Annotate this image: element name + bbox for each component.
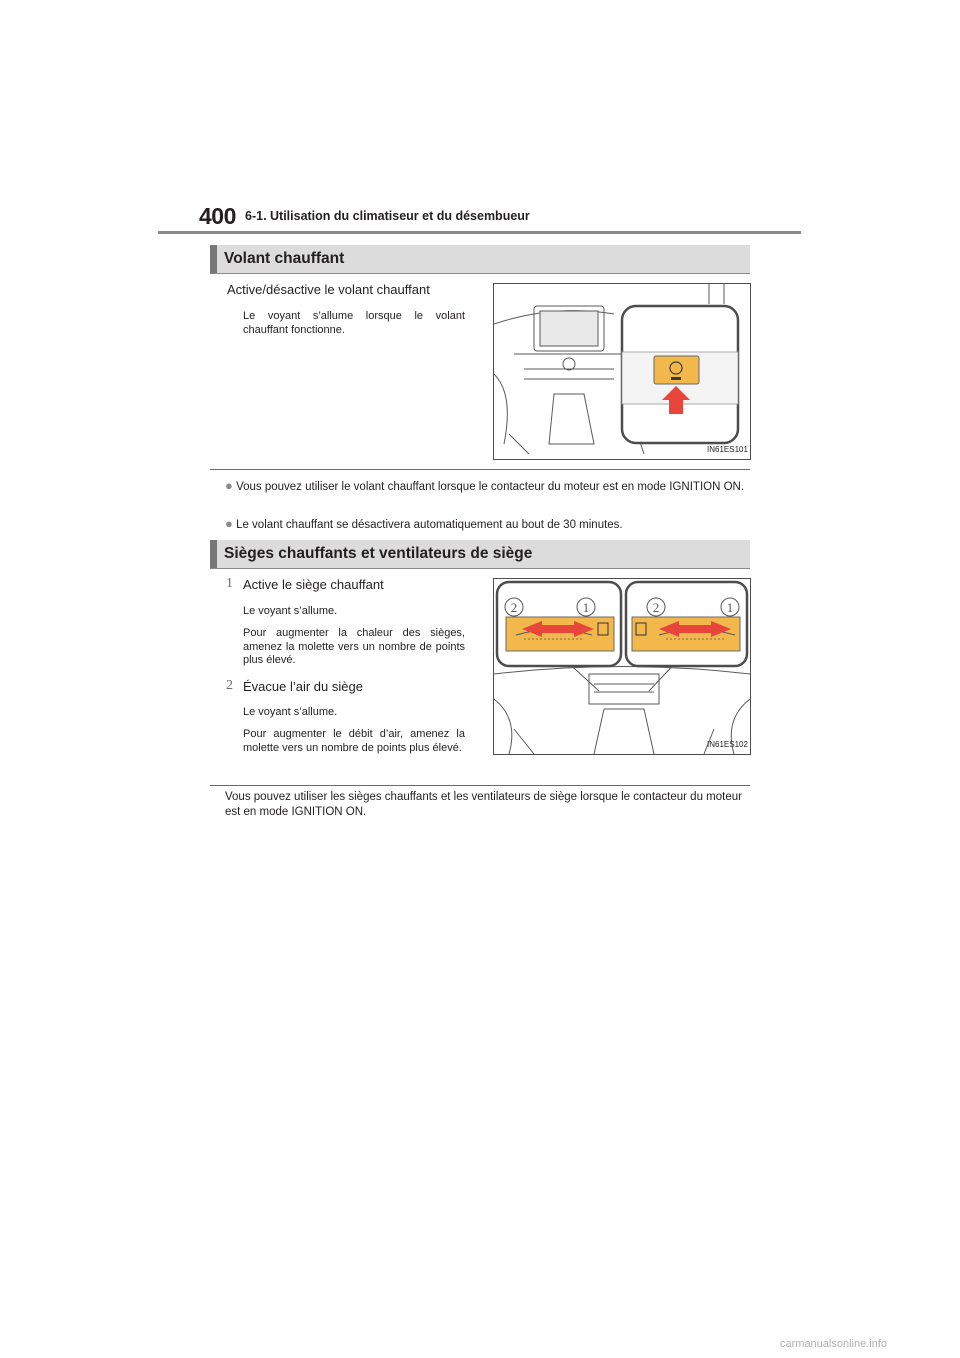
section-title: Sièges chauffants et ventilateurs de siège [224, 545, 533, 562]
note-bullet: ● Le volant chauffant se désactivera automatiquement au bout de 30 minutes. [225, 516, 623, 531]
steering-heater-illustration [493, 283, 751, 460]
figure-caption: IN61ES101 [707, 445, 748, 454]
page-number: 400 [199, 203, 236, 229]
item-line: Pour augmenter le débit d’air, amenez la molette vers un nombre de points plus élevé. [243, 728, 465, 754]
section-bar-heated-steering [210, 245, 750, 274]
item-title: Évacue l’air du siège [243, 679, 363, 694]
header-rule [158, 231, 801, 234]
figure-label: 1 [726, 600, 734, 615]
section-bar-heated-seats [210, 540, 750, 569]
dashboard-drawing [494, 284, 750, 459]
item-line: Pour augmenter la chaleur des sièges, amenez la molette vers un nombre de points plus élevé. [243, 627, 465, 666]
item-title: Active le siège chauffant [243, 577, 384, 592]
note-bullet: ● Vous pouvez utiliser le volant chauffant lorsque le contacteur du moteur est en mode IGNITION ON. [225, 478, 745, 493]
figure-label: 2 [652, 600, 660, 615]
seat-heater-illustration [493, 578, 751, 755]
figure-caption: IN61ES102 [707, 740, 748, 749]
step-number: 2 [226, 678, 233, 693]
item-line: Le voyant s’allume. [243, 605, 338, 617]
item-title: Active/désactive le volant chauffant [227, 282, 430, 297]
footnote: Vous pouvez utiliser les sièges chauffants et les ventilateurs de siège lorsque le contacteur du moteur est en mode IGNITION ON. [225, 791, 742, 818]
chapter-title: 6-1. Utilisation du climatiseur et du désembueur [245, 209, 530, 223]
item-line: Le voyant s’allume. [243, 706, 338, 718]
watermark: carmanualsonline.info [780, 1338, 888, 1350]
figure-label: 2 [510, 600, 518, 615]
seat-controls-drawing [494, 579, 750, 754]
bullet-icon: ● [225, 478, 233, 493]
figure-label: 1 [582, 600, 590, 615]
section-title: Volant chauffant [224, 250, 345, 267]
item-description: Le voyant s’allume lorsque le volant chauffant fonctionne. [243, 310, 465, 336]
step-number: 1 [226, 576, 233, 591]
bullet-icon: ● [225, 516, 233, 531]
